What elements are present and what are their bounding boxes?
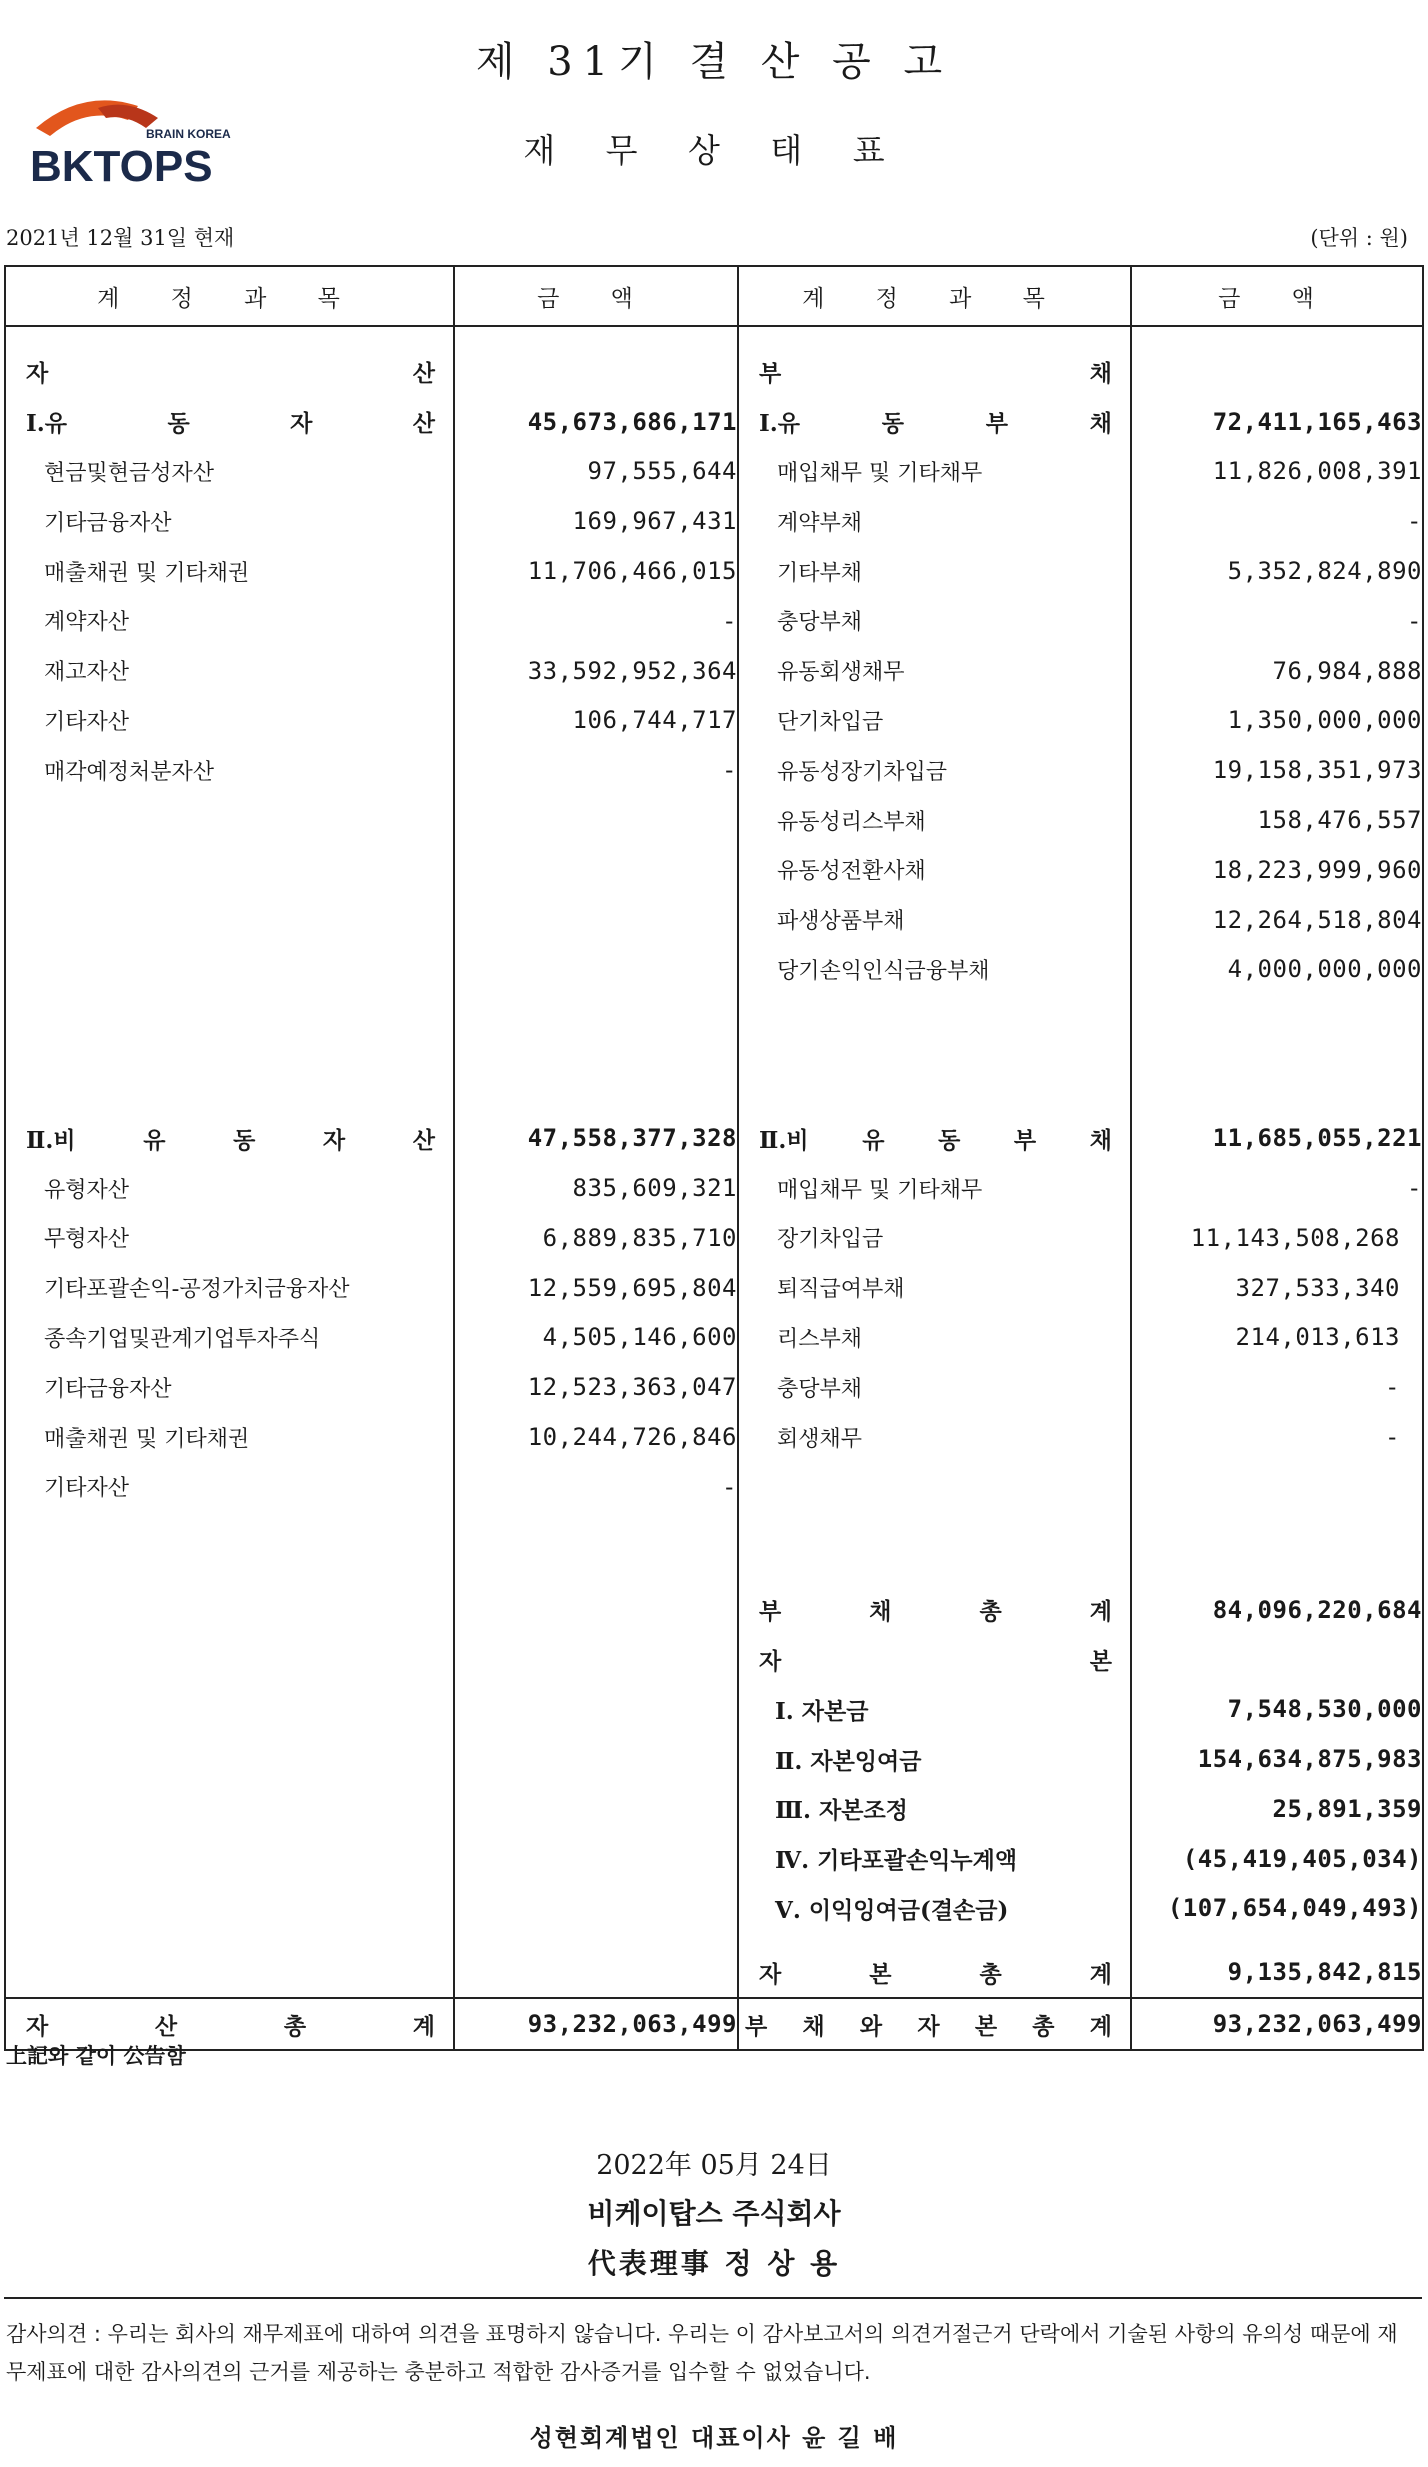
table-cell: 무형자산	[5, 1213, 454, 1263]
assets-heading: 자 산	[5, 347, 454, 397]
table-cell	[454, 1784, 738, 1834]
table-cell	[738, 1462, 1131, 1512]
table-cell: -	[1131, 496, 1423, 546]
table-cell: 97,555,644	[454, 447, 738, 497]
table-cell: 1,350,000,000	[1131, 696, 1423, 746]
ceo-name: 代表理事 정 상 용	[587, 2247, 841, 2280]
table-cell	[454, 895, 738, 945]
table-cell: 169,967,431	[454, 496, 738, 546]
table-cell	[738, 1933, 1131, 1947]
table-cell: 종속기업및관계기업투자주식	[5, 1313, 454, 1363]
table-cell: Ⅳ. 기타포괄손익누계액	[738, 1834, 1131, 1884]
table-cell: 11,143,508,268	[1131, 1213, 1423, 1263]
table-row	[5, 696, 1423, 746]
table-cell: (107,654,049,493)	[1131, 1884, 1423, 1934]
current-assets-heading: Ⅰ.유 동 자 산	[5, 397, 454, 447]
table-row	[5, 1362, 1423, 1412]
table-cell	[5, 1684, 454, 1734]
table-row	[5, 397, 1423, 447]
table-cell: 33,592,952,364	[454, 646, 738, 696]
current-liabilities-heading: Ⅰ.유 동 부 채	[738, 397, 1131, 447]
table-cell	[454, 326, 738, 347]
table-cell: 기타부채	[738, 546, 1131, 596]
table-spacer-row	[5, 994, 1423, 1113]
table-spacer-row	[5, 1512, 1423, 1585]
table-row	[5, 1734, 1423, 1784]
table-cell	[1131, 994, 1423, 1113]
table-row	[5, 447, 1423, 497]
table-cell	[454, 347, 738, 397]
table-cell: 106,744,717	[454, 696, 738, 746]
table-row	[5, 1684, 1423, 1734]
table-cell: 리스부채	[738, 1313, 1131, 1363]
auditor-name: 성현회계법인 대표이사 윤 길 배	[529, 2423, 899, 2452]
table-cell: 유동성전환사채	[738, 845, 1131, 895]
table-cell	[1131, 1933, 1423, 1947]
equity-total: 9,135,842,815	[1131, 1947, 1423, 1998]
table-cell: 기타자산	[5, 696, 454, 746]
table-cell	[454, 1512, 738, 1585]
table-cell: 회생채무	[738, 1412, 1131, 1462]
table-cell	[454, 845, 738, 895]
table-cell	[5, 1635, 454, 1685]
table-row	[5, 745, 1423, 795]
table-cell	[454, 795, 738, 845]
table-cell: 파생상품부채	[738, 895, 1131, 945]
table-cell: 12,264,518,804	[1131, 895, 1423, 945]
table-cell: 매각예정처분자산	[5, 745, 454, 795]
table-cell	[454, 1585, 738, 1635]
table-cell: 유형자산	[5, 1163, 454, 1213]
liabilities-total-label: 부 채 총 계	[738, 1585, 1131, 1635]
table-cell: -	[1131, 1412, 1423, 1462]
table-cell: 4,505,146,600	[454, 1313, 738, 1363]
table-row	[5, 496, 1423, 546]
table-row	[5, 795, 1423, 845]
table-row	[5, 1462, 1423, 1512]
audit-opinion: 감사의견 : 우리는 회사의 재무제표에 대하여 의견을 표명하지 않습니다. 우리는 이 감사보고서의 의견거절근거 단락에서 기술된 사항의 유의성 때문에 재무제표에 대한 감사의견의 근거를 제공하는 충분하고 적합한 감사증거를 입수할 수 없었습니다.	[6, 2322, 1398, 2384]
assets-total-label: 자 산 총 계	[5, 1998, 454, 2050]
notice-title: 제 31기 결 산 공 고	[475, 39, 953, 85]
col-header-amount-right: 금 액	[1131, 266, 1423, 326]
table-cell	[5, 1834, 454, 1884]
table-cell	[5, 945, 454, 995]
notice-text: 上記와 같이 公告함	[6, 2043, 186, 2068]
grand-total: 93,232,063,499	[1131, 1998, 1423, 2050]
equity-heading: 자 본	[738, 1635, 1131, 1685]
table-cell: (45,419,405,034)	[1131, 1834, 1423, 1884]
table-cell	[738, 326, 1131, 347]
logo-name: BKTOPS	[30, 142, 213, 188]
table-cell: 12,523,363,047	[454, 1362, 738, 1412]
col-header-account-right: 계 정 과 목	[738, 266, 1131, 326]
table-cell: 835,609,321	[454, 1163, 738, 1213]
table-row	[5, 1635, 1423, 1685]
noncurrent-liabilities-total: 11,685,055,221	[1131, 1113, 1423, 1163]
table-spacer-row	[5, 1933, 1423, 1947]
unit-label: (단위 : 원)	[1310, 226, 1408, 250]
col-header-amount-left: 금 액	[454, 266, 738, 326]
table-cell	[5, 326, 454, 347]
table-cell: 기타금융자산	[5, 1362, 454, 1412]
table-cell: 76,984,888	[1131, 646, 1423, 696]
table-cell: -	[1131, 1163, 1423, 1213]
table-row	[5, 1884, 1423, 1934]
table-cell: 11,826,008,391	[1131, 447, 1423, 497]
balance-sheet-table	[4, 265, 1424, 2051]
table-row	[5, 596, 1423, 646]
table-cell	[1131, 326, 1423, 347]
table-cell: -	[1131, 1362, 1423, 1412]
table-row	[5, 945, 1423, 995]
table-row	[5, 1585, 1423, 1635]
noncurrent-assets-heading: Ⅱ.비 유 동 자 산	[5, 1113, 454, 1163]
table-cell: 158,476,557	[1131, 795, 1423, 845]
table-cell	[454, 1947, 738, 1998]
table-cell: Ⅱ. 자본잉여금	[738, 1734, 1131, 1784]
noncurrent-liabilities-heading: Ⅱ.비 유 동 부 채	[738, 1113, 1131, 1163]
table-cell: 11,706,466,015	[454, 546, 738, 596]
table-cell: Ⅰ. 자본금	[738, 1684, 1131, 1734]
table-cell: 매출채권 및 기타채권	[5, 546, 454, 596]
table-cell: 매입채무 및 기타채무	[738, 447, 1131, 497]
liabilities-heading: 부 채	[738, 347, 1131, 397]
table-cell: 327,533,340	[1131, 1263, 1423, 1313]
table-cell: 유동성리스부채	[738, 795, 1131, 845]
table-cell	[5, 994, 454, 1113]
table-cell	[1131, 1512, 1423, 1585]
liabilities-total: 84,096,220,684	[1131, 1585, 1423, 1635]
table-row	[5, 1784, 1423, 1834]
table-row	[5, 1113, 1423, 1163]
table-cell	[5, 1734, 454, 1784]
table-cell: 5,352,824,890	[1131, 546, 1423, 596]
table-cell: 유동회생채무	[738, 646, 1131, 696]
table-cell	[5, 1947, 454, 1998]
table-cell: -	[454, 596, 738, 646]
logo-tagline: BRAIN KOREA	[146, 127, 231, 141]
col-header-account-left: 계 정 과 목	[5, 266, 454, 326]
table-cell: 매입채무 및 기타채무	[738, 1163, 1131, 1213]
table-cell	[5, 795, 454, 845]
table-cell: 계약부채	[738, 496, 1131, 546]
table-cell: 단기차입금	[738, 696, 1131, 746]
table-cell: 18,223,999,960	[1131, 845, 1423, 895]
table-cell: 10,244,726,846	[454, 1412, 738, 1462]
table-cell: 충당부채	[738, 596, 1131, 646]
table-row	[5, 1998, 1423, 2050]
table-cell: 퇴직급여부채	[738, 1263, 1131, 1313]
table-row	[5, 1947, 1423, 1998]
table-cell	[5, 845, 454, 895]
table-cell	[5, 1585, 454, 1635]
equity-total-label: 자 본 총 계	[738, 1947, 1131, 1998]
current-assets-total: 45,673,686,171	[454, 397, 738, 447]
table-cell: 25,891,359	[1131, 1784, 1423, 1834]
table-cell	[5, 1933, 454, 1947]
table-cell: 현금및현금성자산	[5, 447, 454, 497]
grand-total-label: 부 채 와 자 본 총 계	[738, 1998, 1131, 2050]
table-cell	[5, 895, 454, 945]
table-cell: 기타포괄손익-공정가치금융자산	[5, 1263, 454, 1313]
table-cell	[454, 1834, 738, 1884]
report-date: 2021년 12월 31일 현재	[6, 226, 235, 250]
table-cell: -	[1131, 596, 1423, 646]
table-cell: 유동성장기차입금	[738, 745, 1131, 795]
table-cell: Ⅴ. 이익잉여금(결손금)	[738, 1884, 1131, 1934]
table-row	[5, 1834, 1423, 1884]
noncurrent-assets-total: 47,558,377,328	[454, 1113, 738, 1163]
table-row	[5, 1213, 1423, 1263]
table-row	[5, 1163, 1423, 1213]
table-cell: 4,000,000,000	[1131, 945, 1423, 995]
table-row	[5, 845, 1423, 895]
announcement-date: 2022年 05月 24日	[596, 2150, 832, 2181]
table-cell	[1131, 1635, 1423, 1685]
table-cell	[1131, 347, 1423, 397]
table-spacer-row	[5, 326, 1423, 347]
table-cell: 7,548,530,000	[1131, 1684, 1423, 1734]
table-row	[5, 895, 1423, 945]
table-cell: 계약자산	[5, 596, 454, 646]
table-cell: 당기손익인식금융부채	[738, 945, 1131, 995]
table-cell: -	[454, 745, 738, 795]
table-cell	[5, 1784, 454, 1834]
statement-title: 재 무 상 태 표	[523, 131, 905, 170]
table-cell	[454, 1684, 738, 1734]
table-header-row	[5, 266, 1423, 326]
table-cell: 154,634,875,983	[1131, 1734, 1423, 1784]
table-cell: 19,158,351,973	[1131, 745, 1423, 795]
table-cell	[454, 1635, 738, 1685]
table-cell: 6,889,835,710	[454, 1213, 738, 1263]
table-cell	[454, 994, 738, 1113]
table-row	[5, 646, 1423, 696]
table-row	[5, 347, 1423, 397]
table-cell	[738, 994, 1131, 1113]
table-cell	[738, 1512, 1131, 1585]
table-cell: 충당부채	[738, 1362, 1131, 1412]
table-cell: 214,013,613	[1131, 1313, 1423, 1363]
table-cell: 장기차입금	[738, 1213, 1131, 1263]
company-name: 비케이탑스 주식회사	[587, 2197, 841, 2230]
table-cell	[5, 1512, 454, 1585]
table-cell	[5, 1884, 454, 1934]
table-cell	[454, 1884, 738, 1934]
table-cell	[454, 1933, 738, 1947]
table-cell: Ⅲ. 자본조정	[738, 1784, 1131, 1834]
table-cell: 기타자산	[5, 1462, 454, 1512]
table-cell: 12,559,695,804	[454, 1263, 738, 1313]
current-liabilities-total: 72,411,165,463	[1131, 397, 1423, 447]
divider	[4, 2297, 1422, 2299]
table-cell	[1131, 1462, 1423, 1512]
table-row	[5, 1313, 1423, 1363]
table-cell	[454, 1734, 738, 1784]
assets-total: 93,232,063,499	[454, 1998, 738, 2050]
table-cell: 재고자산	[5, 646, 454, 696]
table-row	[5, 1263, 1423, 1313]
table-cell: -	[454, 1462, 738, 1512]
table-cell: 기타금융자산	[5, 496, 454, 546]
table-cell	[454, 945, 738, 995]
table-row	[5, 546, 1423, 596]
table-cell: 매출채권 및 기타채권	[5, 1412, 454, 1462]
table-row	[5, 1412, 1423, 1462]
